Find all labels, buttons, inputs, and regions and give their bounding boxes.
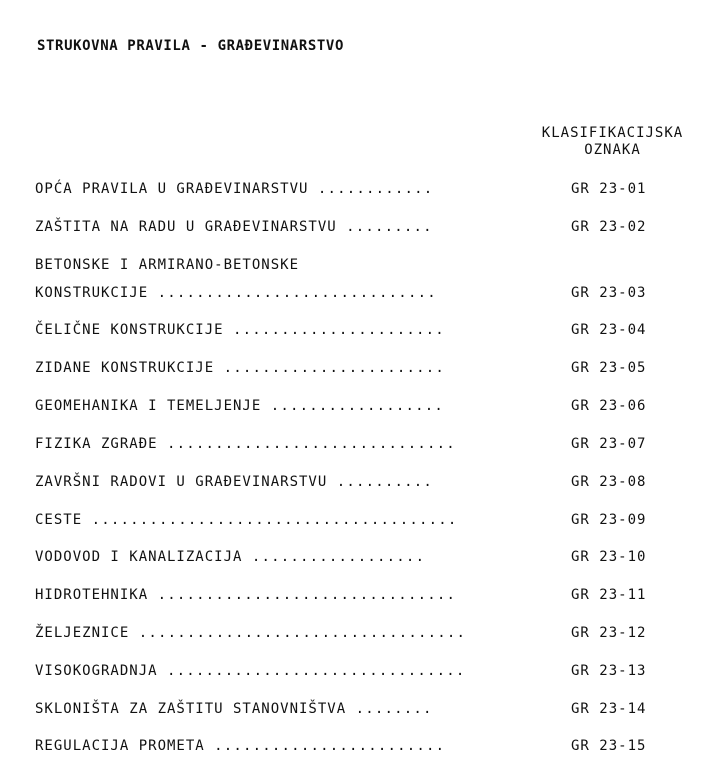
entry-row-6 xyxy=(35,398,444,415)
entry-row-13 xyxy=(35,663,466,680)
entry-code-15: GR 23-15 xyxy=(571,738,647,754)
entry-leader-dots: ............ xyxy=(317,181,434,197)
entry-label: ŽELJEZNICE xyxy=(35,625,130,641)
entry-row-2 xyxy=(35,219,433,236)
entry-code-9: GR 23-09 xyxy=(571,512,647,528)
entry-code-2: GR 23-02 xyxy=(571,219,647,235)
entry-leader-dots: .......... xyxy=(336,474,434,490)
entry-leader-dots: ............................. xyxy=(157,285,437,301)
entry-leader-dots: ......... xyxy=(346,219,433,235)
entry-code-14: GR 23-14 xyxy=(571,701,647,717)
entry-leader-dots: ............................... xyxy=(167,663,466,679)
entry-label: KONSTRUKCIJE xyxy=(35,285,149,301)
entry-row-5 xyxy=(35,360,445,377)
entry-code-5: GR 23-05 xyxy=(571,360,647,376)
entry-leader-dots: ........ xyxy=(355,701,433,717)
entry-row-10 xyxy=(35,549,425,566)
entry-row-11 xyxy=(35,587,456,604)
entry-row-9 xyxy=(35,512,458,529)
entry-leader-dots: ....................... xyxy=(223,360,446,376)
document-title: STRUKOVNA PRAVILA - GRAĐEVINARSTVO xyxy=(37,38,344,54)
entry-row-8 xyxy=(35,474,433,491)
entry-label: ČELIČNE KONSTRUKCIJE xyxy=(35,322,224,338)
entry-label: SKLONIŠTA ZA ZAŠTITU STANOVNIŠTVA xyxy=(35,701,347,717)
entry-row-14 xyxy=(35,701,433,718)
entry-code-6: GR 23-06 xyxy=(571,398,647,414)
entry-leader-dots: .................................. xyxy=(138,625,467,641)
entry-label: CESTE xyxy=(35,512,83,528)
entry-leader-dots: .................. xyxy=(270,398,445,414)
entry-leader-dots: ........................ xyxy=(214,738,446,754)
entry-row-12 xyxy=(35,625,466,642)
entry-leader-dots: .............................. xyxy=(167,436,456,452)
entry-code-8: GR 23-08 xyxy=(571,474,647,490)
entry-row-3 xyxy=(35,285,437,302)
entry-leader-dots: ............................... xyxy=(157,587,457,603)
entry-label: ZAVRŠNI RADOVI U GRAĐEVINARSTVU xyxy=(35,474,328,490)
entry-label: GEOMEHANIKA I TEMELJENJE xyxy=(35,398,262,414)
entry-code-4: GR 23-04 xyxy=(571,322,647,338)
entry-row-1 xyxy=(35,181,433,198)
entry-label: HIDROTEHNIKA xyxy=(35,587,149,603)
entry-code-13: GR 23-13 xyxy=(571,663,647,679)
classification-column-header xyxy=(525,125,700,159)
entry-label: FIZIKA ZGRAĐE xyxy=(35,436,158,452)
entry-code-3: GR 23-03 xyxy=(571,285,647,301)
entry-code-1: GR 23-01 xyxy=(571,181,647,197)
column-header-line2: OZNAKA xyxy=(584,142,641,158)
entry-label: REGULACIJA PROMETA xyxy=(35,738,205,754)
column-header-line1: KLASIFIKACIJSKA xyxy=(541,125,684,141)
entry-row-7 xyxy=(35,436,456,453)
entry-code-11: GR 23-11 xyxy=(571,587,647,603)
entry-label: VISOKOGRADNJA xyxy=(35,663,158,679)
entry-row-3-line1: BETONSKE I ARMIRANO-BETONSKE xyxy=(35,257,300,273)
entry-leader-dots: ...................... xyxy=(233,322,445,338)
entry-row-4 xyxy=(35,322,445,339)
entry-label: ZAŠTITA NA RADU U GRAĐEVINARSTVU xyxy=(35,219,337,235)
entry-leader-dots: .................. xyxy=(251,549,426,565)
entry-label: ZIDANE KONSTRUKCIJE xyxy=(35,360,215,376)
entry-code-12: GR 23-12 xyxy=(571,625,647,641)
entry-label: VODOVOD I KANALIZACIJA xyxy=(35,549,243,565)
entry-code-7: GR 23-07 xyxy=(571,436,647,452)
entry-code-10: GR 23-10 xyxy=(571,549,647,565)
entry-leader-dots: ...................................... xyxy=(91,512,458,528)
entry-label: OPĆA PRAVILA U GRAĐEVINARSTVU xyxy=(35,181,309,197)
entry-row-15 xyxy=(35,738,445,755)
